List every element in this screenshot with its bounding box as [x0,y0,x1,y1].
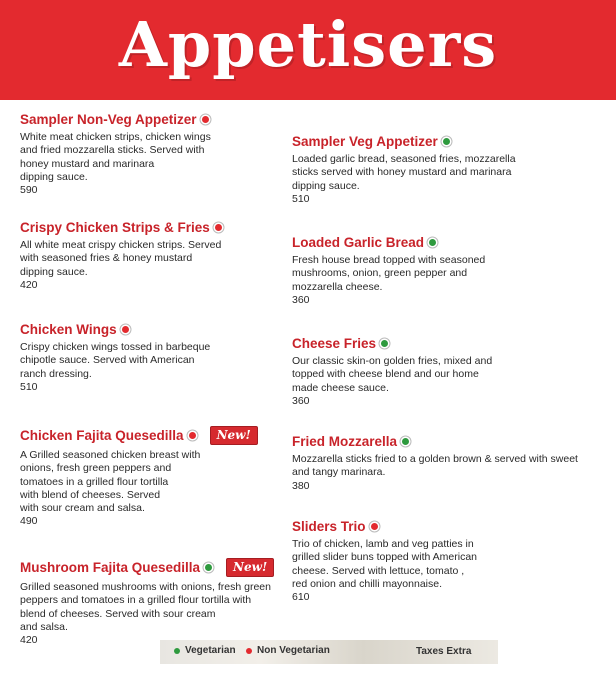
item-name: Chicken Wings [20,322,117,337]
item-title [292,434,602,449]
item-price: 490 [20,515,38,528]
nonveg-dot-icon [371,523,378,530]
veg-dot-icon [429,239,436,246]
new-badge: New! [226,558,274,577]
item-name: Sampler Veg Appetizer [292,134,438,149]
item-description: Mozzarella sticks fried to a golden brown & served with sweet and tangy marinara. [292,453,578,479]
item-price: 380 [292,479,310,492]
item-name: Fried Mozzarella [292,434,398,449]
item-name: Chicken Fajita Quesedilla [20,428,184,443]
item-title [292,134,592,149]
nonveg-dot-icon [215,224,222,231]
legend-nonveg-label: Non Vegetarian [257,645,330,656]
item-description: All white meat crispy chicken strips. Served with seasoned fries & honey mustard dipping sauce. [20,239,222,278]
item-title [20,426,270,445]
nonveg-dot-icon [202,116,209,123]
item-name: Cheese Fries [292,336,377,351]
menu-item-sampler-nonveg [20,112,260,197]
item-description: Crispy chicken wings tossed in barbeque chipotle sauce. Served with American ranch dressing. [20,341,211,380]
menu-item-fried-mozzarella [292,434,602,493]
veg-dot-icon [443,138,450,145]
nonveg-dot-icon [122,326,129,333]
item-price: 510 [20,380,38,393]
taxes-note: Taxes Extra [416,646,472,657]
menu-item-chicken-wings [20,322,260,394]
item-description: Loaded garlic bread, seasoned fries, mozzarella sticks served with honey mustard and marinara dipping sauce. [292,153,516,192]
legend-veg-label: Vegetarian [185,645,236,656]
item-description: Our classic skin-on golden fries, mixed and topped with cheese blend and our home made cheese sauce. [292,355,493,394]
item-description: Grilled seasoned mushrooms with onions, fresh green peppers and tomatoes in a grilled flour tortilla with blend of cheeses. Served with sour cream and salsa. [20,581,271,633]
item-price: 510 [292,192,310,205]
item-name: Loaded Garlic Bread [292,235,425,250]
nonveg-dot-icon [189,432,196,439]
item-name: Mushroom Fajita Quesedilla [20,560,201,575]
item-description: Trio of chicken, lamb and veg patties in grilled slider buns topped with American cheese. Served with lettuce, tomato , red onion and chilli mayonnaise. [292,538,478,590]
menu-item-crispy-chicken-strips [20,220,265,292]
item-title [20,220,265,235]
item-name: Sampler Non-Veg Appetizer [20,112,197,127]
veg-dot-icon [402,438,409,445]
item-title [292,336,592,351]
menu-item-sliders-trio [292,519,592,604]
menu-item-loaded-garlic-bread [292,235,592,307]
header-banner [0,0,616,100]
nonveg-dot-icon [246,648,252,654]
menu-item-mushroom-fajita-quesedilla [20,558,280,647]
item-price: 420 [20,278,38,291]
item-title [292,235,592,250]
legend-nonveg [246,645,330,656]
item-description: Fresh house bread topped with seasoned mushrooms, onion, green pepper and mozzarella cheese. [292,254,486,293]
new-badge: New! [210,426,258,445]
item-price: 420 [20,634,38,647]
item-description: A Grilled seasoned chicken breast with onions, fresh green peppers and tomatoes in a grilled flour tortilla with blend of cheeses. Served with sour cream and salsa. [20,449,201,515]
item-price: 590 [20,184,38,197]
item-name: Sliders Trio [292,519,366,534]
menu-item-sampler-veg [292,134,592,206]
legend-veg [174,645,236,656]
item-title [292,519,592,534]
item-title [20,322,260,337]
item-price: 360 [292,394,310,407]
item-title [20,558,280,577]
item-price: 610 [292,591,310,604]
item-price: 360 [292,293,310,306]
menu-item-cheese-fries [292,336,592,408]
item-title [20,112,260,127]
legend-bar [160,640,498,664]
veg-dot-icon [381,340,388,347]
page-title: Appetisers [118,8,498,81]
veg-dot-icon [174,648,180,654]
item-description: White meat chicken strips, chicken wings and fried mozzarella sticks. Served with honey mustard and marinara dipping sauce. [20,131,211,183]
menu-item-chicken-fajita-quesedilla [20,426,270,529]
veg-dot-icon [205,564,212,571]
item-name: Crispy Chicken Strips & Fries [20,220,210,235]
